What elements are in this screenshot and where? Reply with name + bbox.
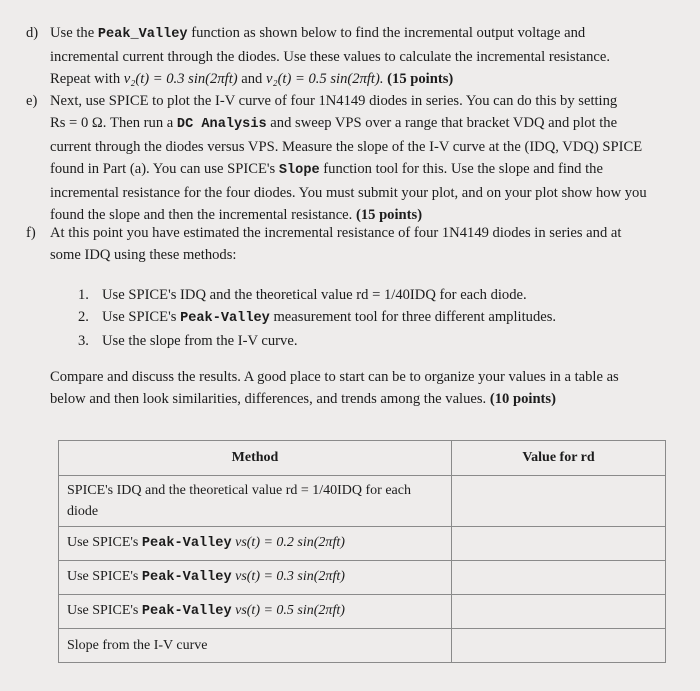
part-e [26,90,686,226]
table-row: Use SPICE's Peak-Valley vs(t) = 0.3 sin(2πft) [59,561,666,595]
slope-function: Slope [278,163,320,178]
part-d-label: d) [26,25,39,41]
part-e-line-1: Next, use SPICE to plot the I-V curve of four 1N4149 diodes in series. You can do this by setting [50,93,618,109]
methods-list [78,284,556,352]
equation-v2-05: v₂(t) = 0.5 sin(2πft). [266,71,384,87]
part-f [26,222,686,266]
table-row: Use SPICE's Peak-Valley vs(t) = 0.2 sin(2πft) [59,527,666,561]
table-row: Use SPICE's Peak-Valley vs(t) = 0.5 sin(2πft) [59,595,666,629]
part-f-line-1: At this point you have estimated the incremental resistance of four 1N4149 diodes in series and at [50,225,622,241]
part-e-line-3: current through the diodes versus VPS. Measure the slope of the I-V curve at the (IDQ, VDQ) SPICE [50,139,643,155]
table-row: SPICE's IDQ and the theoretical value rd = 1/40IDQ for each diode [59,476,666,527]
value-cell[interactable] [452,527,666,561]
list-item: 1. Use SPICE's IDQ and the theoretical value rd = 1/40IDQ for each diode. [78,287,527,303]
equation-v2-03: v₂(t) = 0.3 sin(2πft) [123,71,238,87]
dc-analysis-command: DC Analysis [176,117,267,132]
part-f-label: f) [26,225,36,241]
table-header-row [59,441,666,476]
part-e-line-6: found the slope and then the incremental resistance. (15 points) [50,207,423,223]
value-cell[interactable] [452,476,666,527]
peak-valley-tool: Peak-Valley [180,311,270,326]
part-d-line-1: Use the Peak_Valley function as shown below to find the incremental output voltage and [50,25,586,42]
value-cell[interactable] [452,629,666,663]
part-d-points: (15 points) [387,71,454,87]
value-cell[interactable] [452,595,666,629]
part-d [26,22,686,90]
method-column-header: Method [59,441,452,476]
peak-valley-function: Peak_Valley [97,27,188,42]
part-d-line-3: Repeat with v₂(t) = 0.3 sin(2πft) and v₂(t) = 0.5 sin(2πft). (15 points) [50,71,454,87]
part-f-line-2: some IDQ using these methods: [50,247,237,263]
part-e-line-2: Rs = 0 Ω. Then run a DC Analysis and sweep VPS over a range that bracket VDQ and plot the [50,115,618,132]
part-f-points: (10 points) [489,391,556,407]
part-e-points: (15 points) [355,207,423,223]
part-e-line-5: incremental resistance for the four diodes. You must submit your plot, and on your plot show how you [50,185,647,201]
table-row: Slope from the I-V curve [59,629,666,663]
list-item: 2. Use SPICE's Peak-Valley measurement tool for three different amplitudes. [78,309,557,326]
methods-table [58,440,666,663]
part-d-line-2: incremental current through the diodes. Use these values to calculate the incremental resistance. [50,49,611,65]
part-e-line-4: found in Part (a). You can use SPICE's Slope function tool for this. Use the slope and find the [50,161,603,178]
value-column-header: Value for rd [452,441,666,476]
list-item: 3. Use the slope from the I-V curve. [78,333,298,349]
compare-paragraph: Compare and discuss the results. A good place to start can be to organize your values in a table as below and then look similarities, differences, and trends among the values. (10 points) [50,369,619,407]
value-cell[interactable] [452,561,666,595]
part-e-label: e) [26,93,38,109]
